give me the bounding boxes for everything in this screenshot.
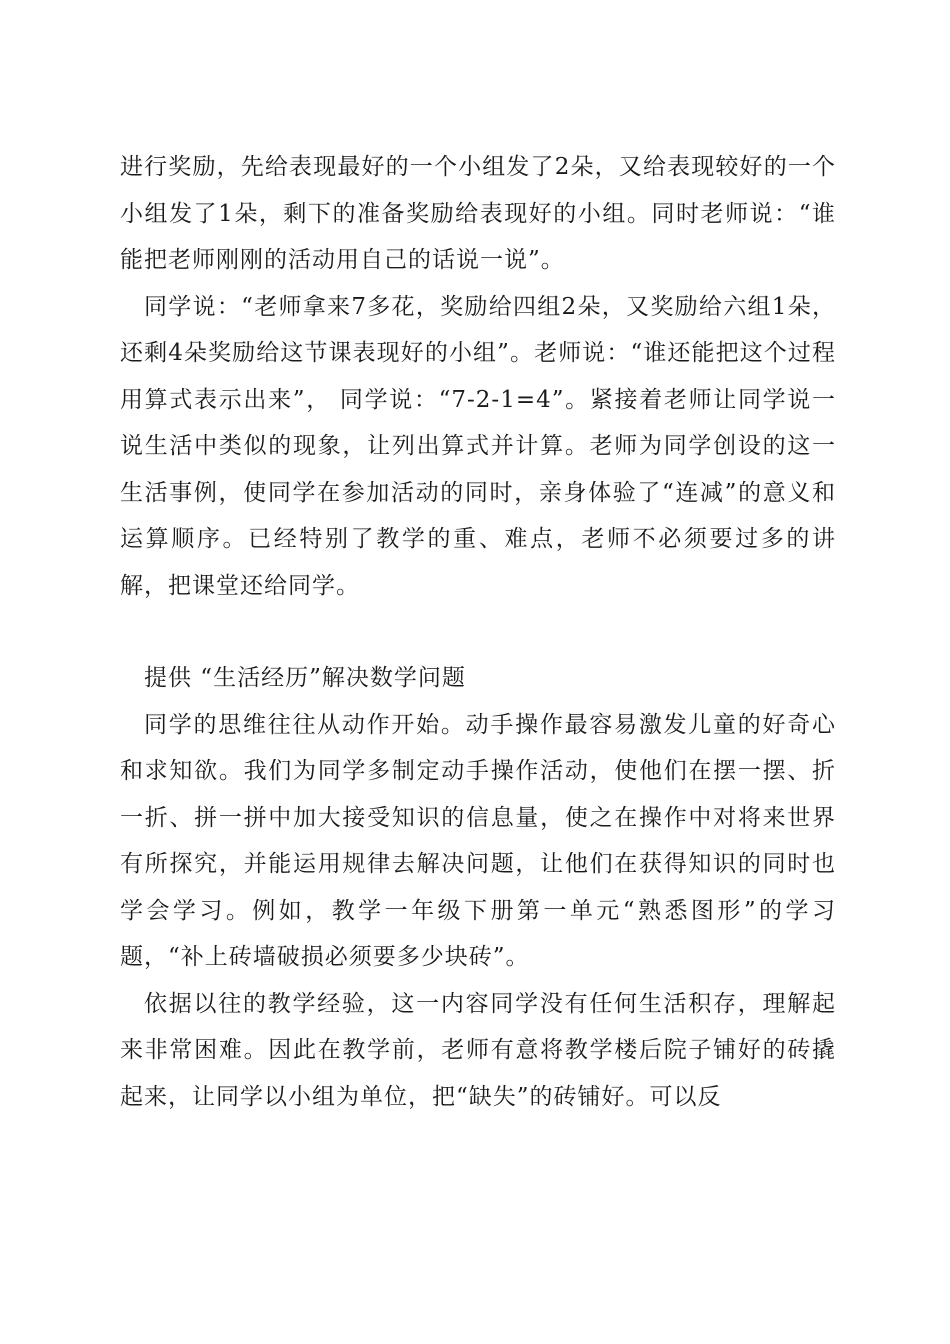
section-heading: 提供 “生活经历”解决数学问题 bbox=[144, 665, 466, 691]
document-body bbox=[120, 144, 836, 1120]
paragraph-4: 依据以往的教学经验，这一内容同学没有任何生活积存，理解起来非常困难。因此在教学前，老师有意将教学楼后院子铺好的砖撬起来，让同学以小组为单位，把“缺失”的砖铺好。可以反 bbox=[120, 990, 836, 1110]
paragraph-1: 进行奖励，先给表现最好的一个小组发了2朵，又给表现较好的一个小组发了1朵，剩下的准备奖励给表现好的小组。同时老师说：“谁能把老师刚刚的活动用自己的话说一说”。 bbox=[120, 154, 836, 273]
paragraph-3: 同学的思维往往从动作开始。动手操作最容易激发儿童的好奇心和求知欲。我们为同学多制定动手操作活动，使他们在摆一摆、折一折、拼一拼中加大接受知识的信息量，使之在操作中对将来世界有所探究，并能运用规律去解决问题，让他们在获得知识的同时也学会学习。例如，教学一年级下册第一单元“熟悉图形”的学习题，“补上砖墙破损必须要多少块砖”。 bbox=[120, 711, 836, 970]
paragraph-2: 同学说：“老师拿来7多花，奖励给四组2朵，又奖励给六组1朵，还剩4朵奖励给这节课表现好的小组”。老师说：“谁还能把这个过程用算式表示出来”， 同学说：“7-2-1=4”。紧接着老师让同学说一说生活中类似的现象，让列出算式并计算。老师为同学创设的这一生活事例，使同学在参加活动的同时，亲身体验了“连减”的意义和运算顺序。已经特别了教学的重、难点，老师不必须要过多的讲解，把课堂还给同学。 bbox=[120, 293, 836, 599]
